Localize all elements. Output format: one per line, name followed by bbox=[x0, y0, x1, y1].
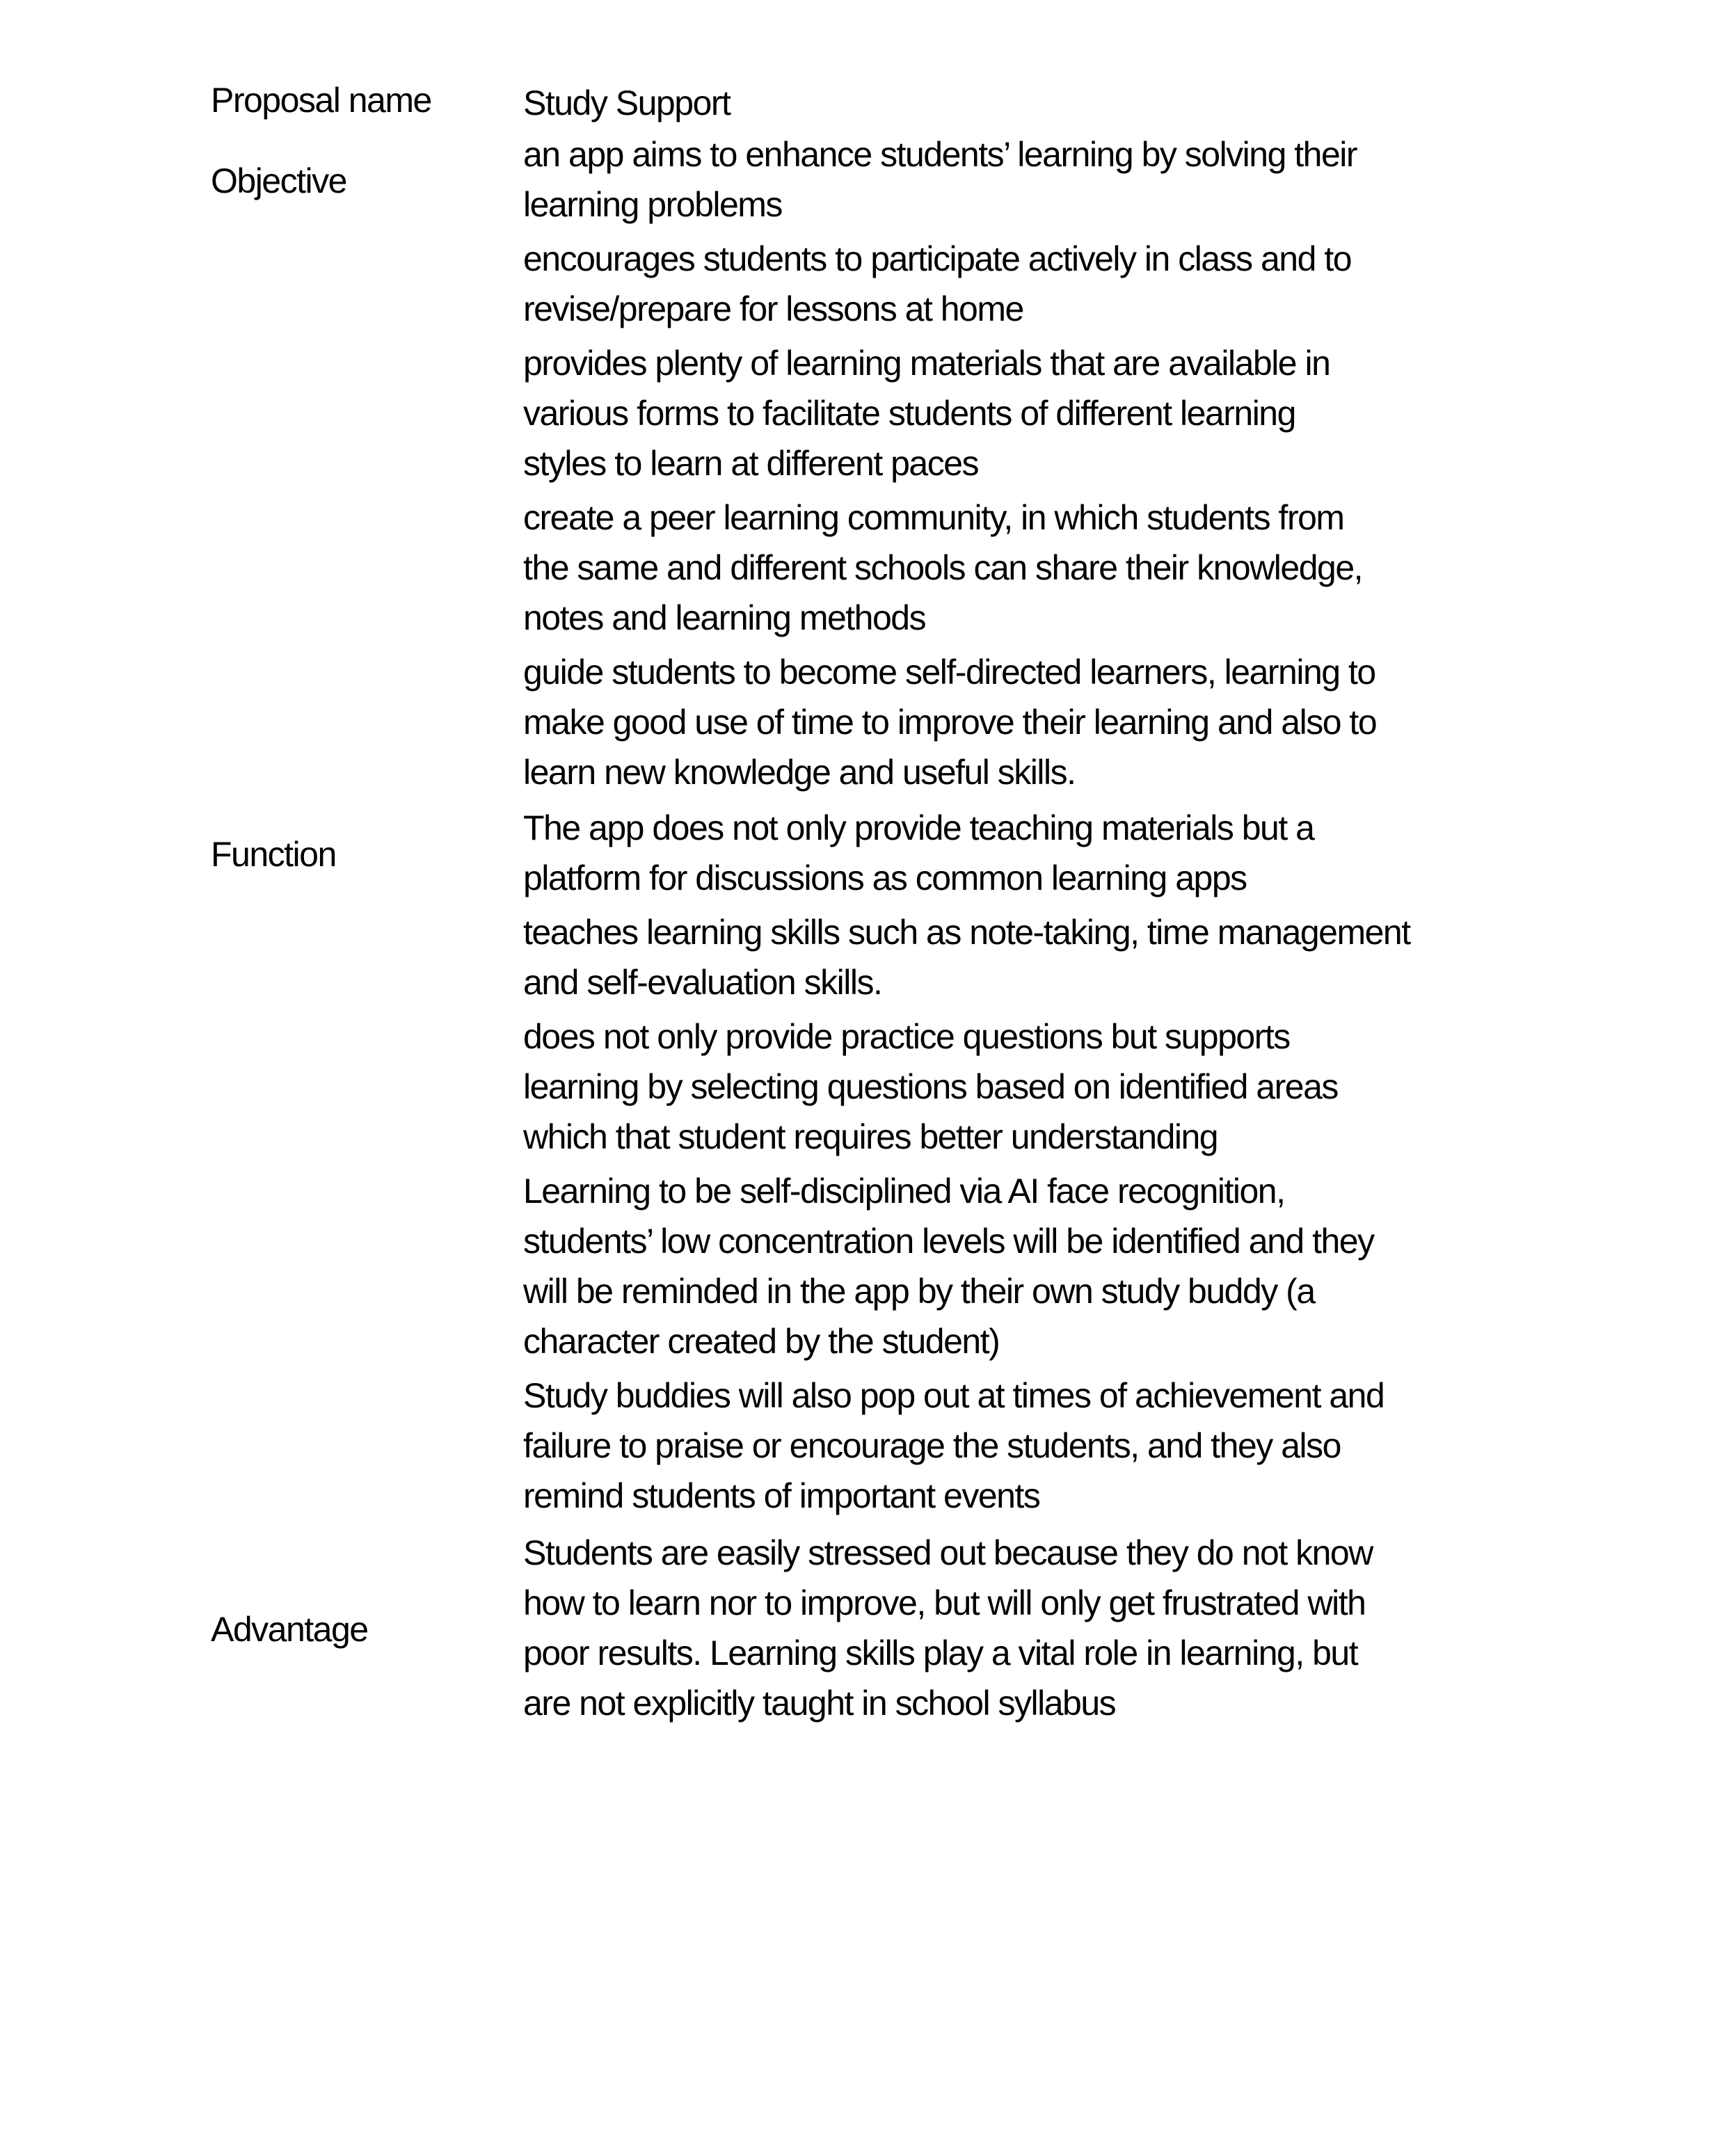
section-label: Function bbox=[211, 835, 336, 874]
section-label: Advantage bbox=[211, 1610, 368, 1649]
paragraph: an app aims to enhance students’ learning by solving their learning problems bbox=[523, 135, 1357, 224]
paragraph: does not only provide practice questions but supports learning by selecting questions based on identified areas which that student requires better understanding bbox=[523, 1017, 1338, 1156]
paragraph: guide students to become self-directed learners, learning to make good use of time to improve their learning and also to learn new knowledge and useful skills. bbox=[523, 653, 1377, 792]
section-content bbox=[523, 78, 1553, 132]
paragraph: teaches learning skills such as note-taking, time management and self-evaluation skills. bbox=[523, 913, 1410, 1002]
paragraph: provides plenty of learning materials that are available in various forms to facilitate students of different learning styles to learn at different paces bbox=[523, 344, 1330, 483]
paragraph: Study buddies will also pop out at times of achievement and failure to praise or encourage the students, and they also remind students of important events bbox=[523, 1376, 1384, 1515]
section-label: Objective bbox=[211, 161, 346, 200]
paragraph: The app does not only provide teaching materials but a platform for discussions as common learning apps bbox=[523, 808, 1314, 897]
paragraph: Learning to be self-disciplined via AI face recognition, students’ low concentration levels will be identified and they will be reminded in the app by their own study buddy (a character created by the student) bbox=[523, 1172, 1374, 1361]
paragraph: Students are easily stressed out because they do not know how to learn nor to improve, but will only get frustrated with poor results. Learning skills play a vital role in learning, but are not explicitly taught in school syllabus bbox=[523, 1533, 1373, 1723]
section-content bbox=[523, 1528, 1553, 1732]
section-content bbox=[523, 129, 1553, 801]
paragraph: create a peer learning community, in which students from the same and different schools can share their knowledge, notes and learning methods bbox=[523, 498, 1363, 637]
paragraph: encourages students to participate actively in class and to revise/prepare for lessons at home bbox=[523, 239, 1352, 328]
section-content bbox=[523, 803, 1553, 1525]
section-label: Proposal name bbox=[211, 81, 431, 120]
paragraph: Study Support bbox=[523, 83, 731, 122]
